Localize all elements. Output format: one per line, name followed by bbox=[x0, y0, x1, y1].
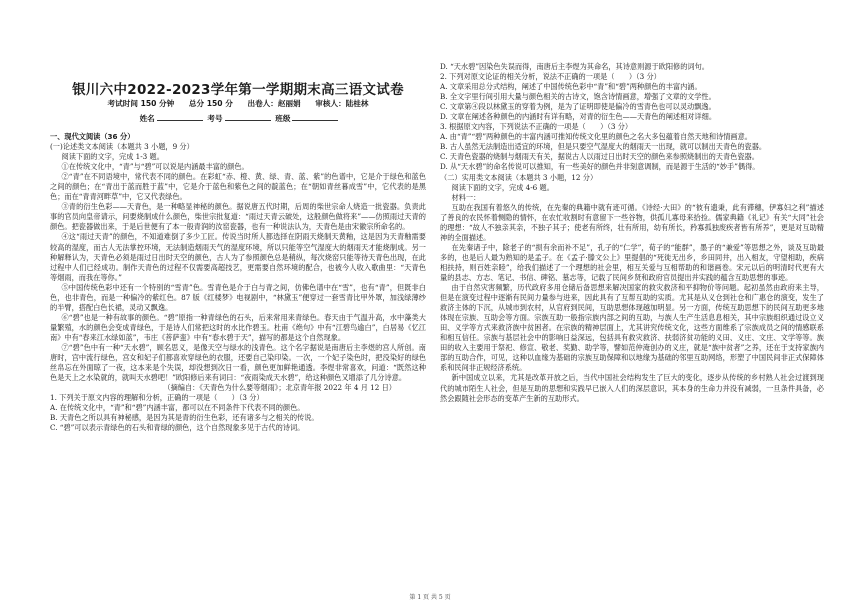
left-paragraph: ⑥“碧”也是一种有故事的颜色。“碧”原指一种青绿色的石头，后来常用来青绿色。春天由于气温升高，水中藻类大量繁殖，水的颜色会变成青绿色，于是诗人们常把这时的水比作碧玉。杜甫《绝句》中有“江碧鸟逾白”，白居易《忆江南》中有“春来江水绿如蓝”，韦庄《菩萨蛮》中有“春水碧于天”，描写的都是这个自然现象。 bbox=[50, 312, 426, 342]
right-paragraph: 在先秦诸子中，除老子的“损有余而补不足”，孔子的“仁学”，荀子的“能群”，墨子的“兼爱”等思想之外，谈及互助最多的，也是后人最为熟知的是孟子。在《孟子·滕文公上》里提倡的“死徙无出乡，乡田同井，出入相友，守望相助，疾病相扶持，则百姓亲睦”，给我们描述了一个理想的社会里，相互关爱与互相帮助的和谐画卷。宋元以后的明清时代更有大量的县志、方志、笔记、书信、碑铭、墓志等，记载了民间乡贤和政府官员提出并实践的蕴含互助思想的事迹。 bbox=[440, 242, 824, 282]
exam-meta bbox=[50, 98, 426, 109]
left-paragraph: ③青的衍生色彩——天青色，是一种略显神秘的颜色。据说唐五代时期，后周的柴世宗命人烧造一批瓷器。负责此事的官员向皇帝请示，问要烧制成什么颜色，柴世宗批复道：“雨过天青云破处，这般颜色做将来”——仿照雨过天青的颜色。把瓷器做出来，于是后世便有了本一般青润的汝窑瓷器，也有一种说法认为，天青色是由宋徽宗所命名的。 bbox=[50, 202, 426, 232]
left-paragraph: (一)论述类文本阅读（本题共 3 小题，9 分） bbox=[50, 142, 194, 152]
right-paragraph: C. 文章第④段以林黛玉的穿着为例，是为了证明即使是偏冷的雪青色也可以灵动飘逸。 bbox=[440, 102, 716, 112]
exam-author: 出卷人：赵丽娟 bbox=[247, 99, 301, 108]
left-paragraph: C. “碧”可以表示青绿色的石头和青绿的颜色，这个自然现象多见于古代的诗词。 bbox=[50, 423, 305, 433]
left-paragraph: ②“青”在不同语境中，常代表不同的颜色。在彩虹“赤、橙、黄、绿、青、蓝、紫”的色谱中，它是介于绿色和蓝色之间的颜色；在“青出于蓝而胜于蓝”中，它是介于蓝色和紫色之间的靛蓝色；在“朝如青丝暮成雪”中，它代表的是黑色；而在“青青河畔草”中，它又代表绿色。 bbox=[50, 172, 426, 202]
exam-number-blank[interactable] bbox=[225, 113, 271, 121]
right-paragraph: D. 文章在阐述各种颜色的内涵时有详有略，对青的衍生色——天青色的阐述相对详细。 bbox=[440, 112, 717, 122]
exam-number-label: 考号 bbox=[207, 114, 223, 123]
right-paragraph: 由于自然灾害频繁，历代政府多用仓储后备思想来解决国家的救灾救济和平抑物价等问题。起初虽然由政府来主导，但是在演变过程中逐渐有民间力量参与进来，因此具有了互帮互助的实质。尤其是从义仓到社仓和广惠仓的演变，发生了救济主体的下沉，从城市到农村，从官府到民间，互助思想体现越加明显。另一方面，传统互助思想下的民间互助更多地体现在宗族、互助会等方面。宗族互助一般指宗族内部之间的互助，与族人生产生活息息相关，其中宗族组织通过设立义田、义学等方式来救济族中贫困者。在宗族的精神层面上，尤其讲究传统文化，这些方面维系了宗族成员之间的情感联系和相互信任。宗族与基层社会中的影响日益深远，包括具有救灾救济、扶弱济贫功能的义田、义庄、文庄、文学等等。族田的收入主要用于祭祀、修宣、敬老、奖勤、助学等，譬如范仲淹创办的义庄，就是“族中贫者”之养，还在于支持家族内部的互助合作，可见，这种以血缘为基础的宗族互助保障和以地缘为基础的邻里互助网络，形塑了中国民间非正式保障体系和民间非正规经济系统。 bbox=[440, 283, 824, 373]
right-paragraph: （二）实用类文本阅读（本题共 3 小题，12 分） bbox=[440, 172, 598, 182]
left-paragraph: 1. 下列关于原文内容的理解和分析，正确的一项是（ ）（3 分） bbox=[50, 393, 264, 403]
left-paragraph: ⑤中国传统色彩中还有一个特别的“雪青”色。雪青色是介于白与青之间，仿佛色谱中在“雪”，也有“青”，但既非白色，也非青色，而是一种偏冷的紫红色。87 版《红楼梦》电视剧中，“林黛玉”便穿过一套雪青比甲外罩，加浅绿薄纱的半臂，搭配白色长裙，灵动又飘逸。 bbox=[50, 282, 426, 312]
right-paragraph: 互助在我国有着悠久的传统，在先秦的典籍中就有迹可循。《诗经·大田》的“彼有遗秉，此有滞穗，伊寡妇之利”描述了善良的农民怀着恻隐的情怀，在农忙收割时有意留下一些谷物，供孤儿寡母来拾捡。儒家典籍《礼记》有关“大同”社会的理想：“故人不独亲其亲，不独子其子；使老有所终，壮有所用，幼有所长，矜寡孤独废疾者皆有所养”，更是对互助精神的全面描述。 bbox=[440, 202, 824, 242]
right-paragraph: D. 从“天水碧”的命名传说可以推知，有一些美好的颜色并非刻意调制，而是源于生活的“妙手”偶得。 bbox=[440, 162, 760, 172]
right-paragraph: D. “天水碧”因染色失误而得，南唐后主李煜为其命名，其诗意则源于欧阳修的词句。 bbox=[440, 62, 709, 71]
class-label: 班级 bbox=[275, 114, 291, 123]
exam-reviewer: 审核人：陆桂林 bbox=[315, 99, 369, 108]
right-paragraph: 材料一： bbox=[451, 192, 481, 202]
right-paragraph: 新中国成立以来，尤其是改革开放之后，当代中国社会结构发生了巨大的变化，逐步从传统的乡村熟人社会过渡到现代的城市陌生人社会，但是互助的思想和实践早已嵌入人们的深层意识，其本身的生命力并没有减弱，一旦条件具备，必然会跟随社会形态的变革产生新的互助形式。 bbox=[440, 373, 824, 403]
name-blank[interactable] bbox=[157, 113, 203, 121]
right-paragraph: B. 全文字里行间引用大量与颜色相关的古诗文，饱含诗情画意，增强了文章的文学性。 bbox=[440, 92, 716, 102]
left-paragraph: A. 在传统文化中，“青”和“碧”内涵丰富，都可以在不同条件下代表不同的颜色。 bbox=[50, 403, 305, 413]
student-info-fields bbox=[50, 113, 426, 124]
left-paragraph: 阅读下面的文字，完成 1-3 题。 bbox=[61, 152, 164, 162]
left-column bbox=[50, 130, 426, 433]
right-paragraph: A. 由“青”“碧”两种颜色的丰富内涵可推知传统文化里的颜色之名大多包蕴着自然天地和诗情画意。 bbox=[440, 132, 752, 142]
right-paragraph: C. 天青色瓷器的烧制与烟雨天有关，据说古人以雨过日出时天空的颜色来参照烧制出的天青色瓷器。 bbox=[440, 152, 759, 162]
left-paragraph: ⑦“碧”色中有一种“天水碧”，顾名思义，是像天空与绿水的浅青色。这个名字据说是南唐后主李煜的宫人所创。南唐时，宫中流行绿色，宫女和妃子们都喜欢穿绿色的衣服，还要自己染印染。一次，一个妃子染色时，把没染好的绿色丝帛忘在外面晾了一夜，这本来是个失误，却没想到次日一看，颜色更加鲜艳通透。李煜非常喜欢，问道：“既然这种色是天上之水染就的，就叫天水碧吧！”欧阳修后来有词曰：“夜雨染成天水碧”，给这种颜色又增添了几分诗意。 bbox=[50, 342, 426, 383]
name-label: 姓名 bbox=[139, 114, 155, 123]
left-paragraph: ①在传统文化中，“青”与“碧”可以说是内涵最丰富的颜色。 bbox=[61, 162, 249, 172]
class-blank[interactable] bbox=[292, 113, 338, 121]
right-column bbox=[440, 62, 824, 404]
left-paragraph: ④这“雨过天青”的颜色，不知道难倒了多少工匠。传说当时所人都选择在阴雨天烧制天黄釉，这是因为天青釉需要较高的湿度，而古人无法掌控环境，无法制造烟雨天气的湿度环境，所以只能等空气湿度大的烟雨天才能烧制成。另一种解释认为，天青色必须是雨过日出时天空的颜色，古人为了参照颜色总是稍纵，每次烧窑只能等待天青色出现，在此过程中人们已经成功。制作天青色的过程不仅需要高超技艺，更需要自然环境的配合，也被今人收入歌曲里：“天青色等烟雨，而我在等你。” bbox=[50, 232, 426, 282]
right-paragraph: 阅读下面的文字，完成 4-6 题。 bbox=[451, 182, 554, 192]
right-paragraph: B. 古人虽然无法制造出适宜的环境，但是只要空气湿度大的烟雨天一出现，就可以制出天青色的瓷器。 bbox=[440, 142, 767, 152]
right-paragraph: 2. 下列对原文论证的相关分析，说法不正确的一项是（ ）（3 分） bbox=[440, 72, 661, 82]
left-paragraph: 一、现代文阅读（36 分） bbox=[50, 132, 135, 141]
left-paragraph: B. 天青色之所以具有神秘感，是因为其是青的衍生色彩，还有诸多与之相关的传说。 bbox=[50, 413, 319, 423]
exam-time: 考试时间 150 分钟 bbox=[107, 99, 175, 108]
right-paragraph: 3. 根据原文内容，下列说法不正确的一项是（ ）（3 分） bbox=[440, 122, 633, 132]
page-footer: 第 1 页 共 5 页 bbox=[409, 594, 451, 601]
left-paragraph: （摘编自：《天青色为什么要等烟雨》；北京青年报 2022 年 4 月 12 日） bbox=[163, 383, 396, 393]
right-paragraph: A. 文章采用总分式结构，阐述了中国传统色彩中“青”和“碧”两种颜色的丰富内涵。 bbox=[440, 82, 702, 92]
exam-score: 总分 150 分 bbox=[188, 99, 233, 108]
exam-title: 银川六中2022-2023学年第一学期期末高三语文试卷 bbox=[72, 82, 404, 98]
